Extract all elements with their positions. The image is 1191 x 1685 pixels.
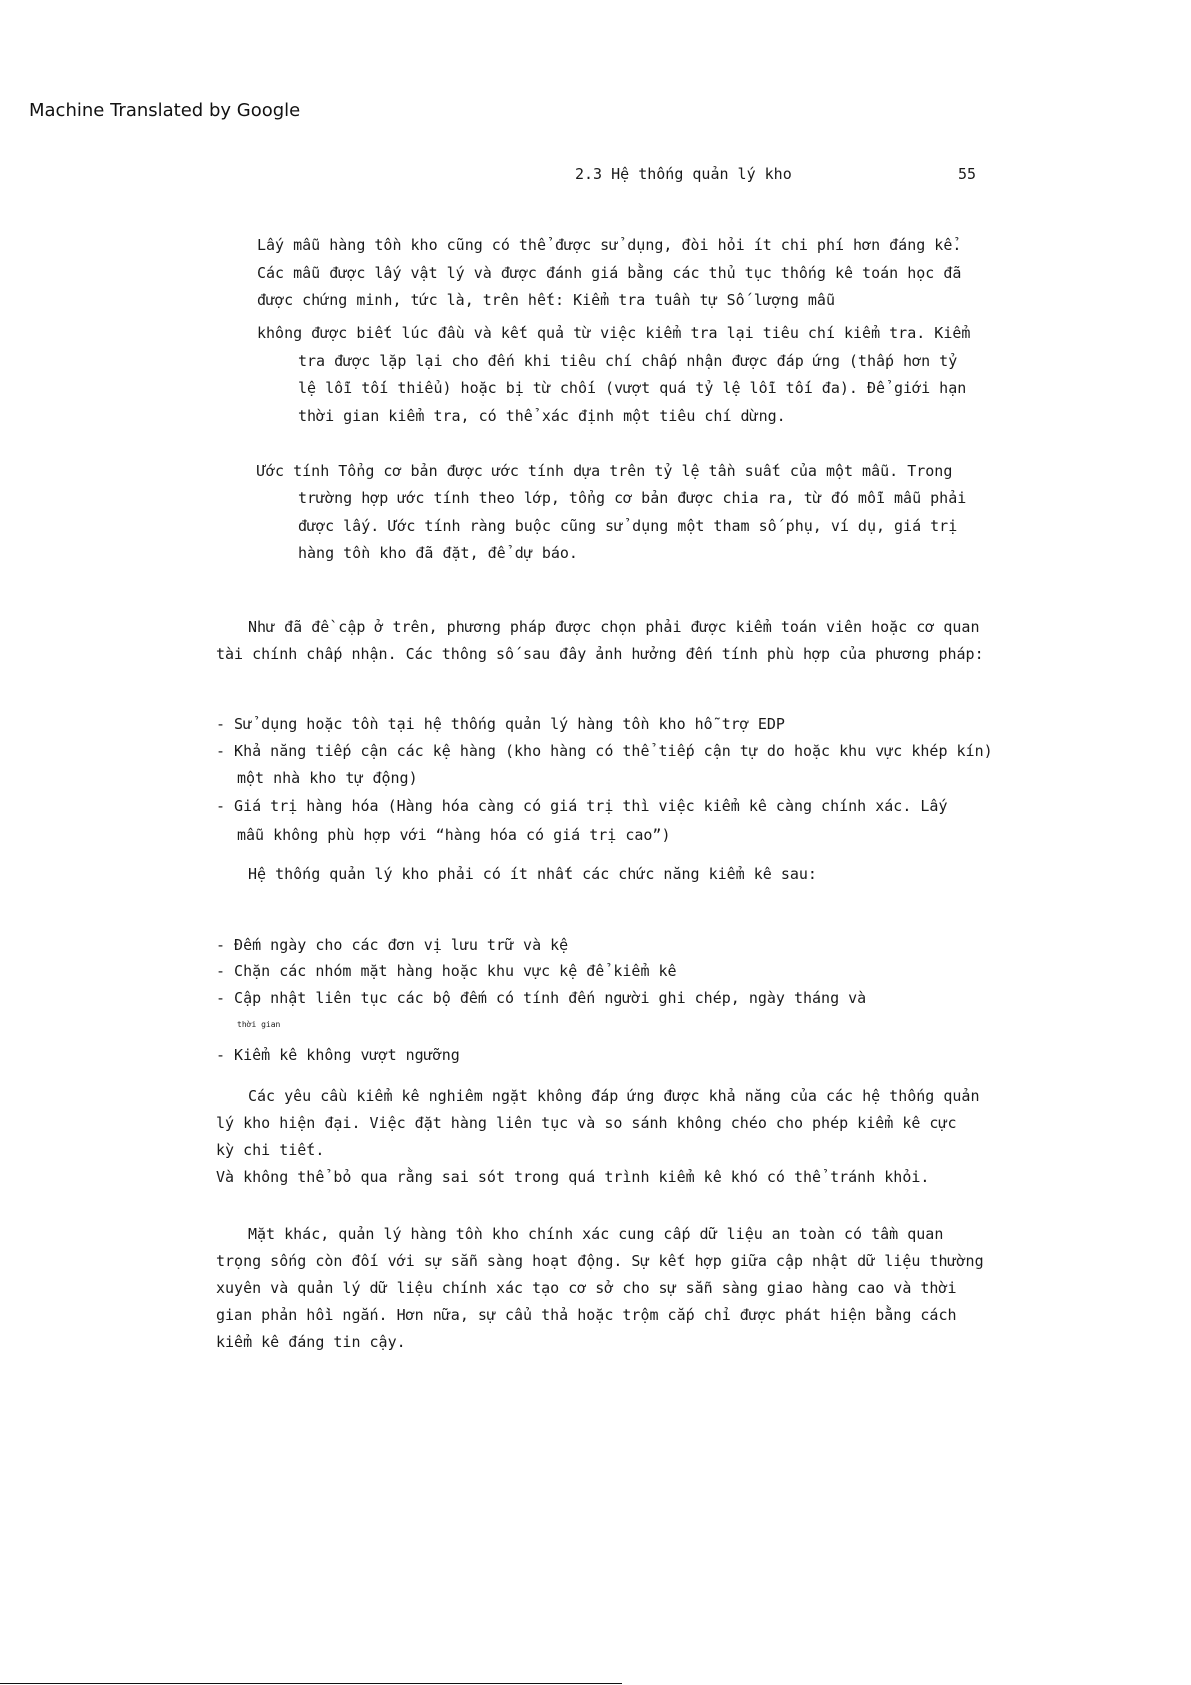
text-line: được chứng minh, tức là, trên hết: Kiểm tra tuần tự Số lượng mẫu [257, 291, 835, 309]
text-line: tra được lặp lại cho đến khi tiêu chí chấp nhận được đáp ứng (thấp hơn tỷ [298, 352, 958, 370]
text-line: Lấy mẫu hàng tồn kho cũng có thể được sử dụng, đòi hỏi ít chi phí hơn đáng kể. [257, 236, 962, 254]
list-item: - Chặn các nhóm mặt hàng hoặc khu vực kệ để kiểm kê [216, 962, 677, 980]
list-item: - Khả năng tiếp cận các kệ hàng (kho hàng có thể tiếp cận tự do hoặc khu vực khép kín) [216, 742, 993, 760]
text-line: Như đã đề cập ở trên, phương pháp được chọn phải được kiểm toán viên hoặc cơ quan [248, 618, 980, 636]
text-line: kỳ chi tiết. [216, 1141, 325, 1159]
list-item: - Kiểm kê không vượt ngưỡng [216, 1046, 460, 1064]
text-line: lệ lỗi tối thiểu) hoặc bị từ chối (vượt quá tỷ lệ lỗi tối đa). Để giới hạn [298, 379, 967, 397]
machine-translation-banner: Machine Translated by Google [29, 100, 301, 121]
text-line: trường hợp ước tính theo lớp, tổng cơ bản được chia ra, từ đó mỗi mẫu phải [298, 489, 967, 507]
list-item: - Giá trị hàng hóa (Hàng hóa càng có giá trị thì việc kiểm kê càng chính xác. Lấy [216, 797, 948, 815]
list-item-continuation: một nhà kho tự động) [237, 769, 418, 787]
list-item: - Đếm ngày cho các đơn vị lưu trữ và kệ [216, 936, 569, 954]
list-item-continuation: mẫu không phù hợp với “hàng hóa có giá trị cao”) [237, 826, 671, 844]
list-item: - Sử dụng hoặc tồn tại hệ thống quản lý hàng tồn kho hỗ trợ EDP [216, 715, 785, 733]
text-line: Hệ thống quản lý kho phải có ít nhất các chức năng kiểm kê sau: [248, 865, 817, 883]
text-line: tài chính chấp nhận. Các thông số sau đây ảnh hưởng đến tính phù hợp của phương pháp: [216, 645, 984, 663]
text-line: hàng tồn kho đã đặt, để dự báo. [298, 544, 578, 562]
text-line: Và không thể bỏ qua rằng sai sót trong quá trình kiểm kê khó có thể tránh khỏi. [216, 1168, 930, 1186]
list-item: - Cập nhật liên tục các bộ đếm có tính đến người ghi chép, ngày tháng và [216, 989, 867, 1007]
running-header-title: 2.3 Hệ thống quản lý kho [575, 165, 792, 183]
text-line: Các mẫu được lấy vật lý và được đánh giá bằng các thủ tục thống kê toán học đã [257, 264, 962, 282]
text-line: xuyên và quản lý dữ liệu chính xác tạo cơ sở cho sự sẵn sàng giao hàng cao và thời [216, 1279, 957, 1297]
page-number: 55 [958, 165, 977, 183]
text-line: lý kho hiện đại. Việc đặt hàng liên tục và so sánh không chéo cho phép kiểm kê cực [216, 1114, 957, 1132]
text-line: được lấy. Ước tính ràng buộc cũng sử dụng một tham số phụ, ví dụ, giá trị [298, 517, 958, 535]
text-line: kiểm kê đáng tin cậy. [216, 1333, 406, 1351]
text-line: Các yêu cầu kiểm kê nghiêm ngặt không đáp ứng được khả năng của các hệ thống quản [248, 1087, 980, 1105]
text-line: Mặt khác, quản lý hàng tồn kho chính xác cung cấp dữ liệu an toàn có tầm quan [248, 1225, 944, 1243]
bottom-rule [0, 1683, 622, 1684]
list-item-continuation: thời gian [237, 1020, 281, 1029]
text-line: thời gian kiểm tra, có thể xác định một tiêu chí dừng. [298, 407, 786, 425]
text-line: gian phản hồi ngắn. Hơn nữa, sự cẩu thả hoặc trộm cắp chỉ được phát hiện bằng cách [216, 1306, 957, 1324]
text-line: Ước tính Tổng cơ bản được ước tính dựa trên tỷ lệ tần suất của một mẫu. Trong [257, 462, 953, 480]
text-line: không được biết lúc đầu và kết quả từ việc kiểm tra lại tiêu chí kiểm tra. Kiểm [257, 324, 971, 342]
text-line: trọng sống còn đối với sự sẵn sàng hoạt động. Sự kết hợp giữa cập nhật dữ liệu thường [216, 1252, 984, 1270]
